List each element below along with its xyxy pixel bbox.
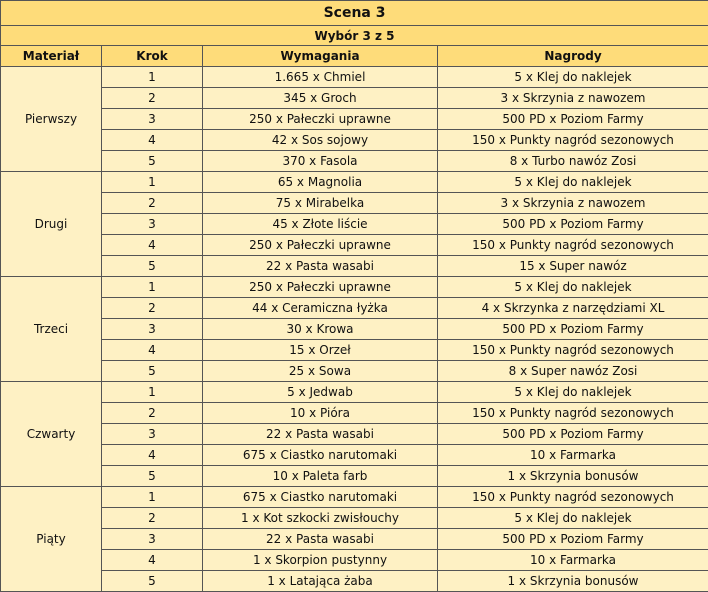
reward-cell: 5 x Klej do naklejek [438, 382, 708, 403]
material-cell: Piąty [1, 487, 102, 592]
material-cell: Czwarty [1, 382, 102, 487]
header-requirements: Wymagania [203, 46, 438, 67]
table-row [1, 550, 708, 571]
step-cell: 1 [102, 172, 203, 193]
reward-cell: 5 x Klej do naklejek [438, 67, 708, 88]
requirement-cell: 42 x Sos sojowy [203, 130, 438, 151]
table-row [1, 487, 708, 508]
table-row [1, 571, 708, 592]
reward-cell: 8 x Super nawóz Zosi [438, 361, 708, 382]
header-material: Materiał [1, 46, 102, 67]
table-body [1, 67, 708, 592]
step-cell: 3 [102, 214, 203, 235]
step-cell: 2 [102, 193, 203, 214]
step-cell: 4 [102, 445, 203, 466]
reward-cell: 150 x Punkty nagród sezonowych [438, 487, 708, 508]
requirement-cell: 345 x Groch [203, 88, 438, 109]
table-row [1, 109, 708, 130]
reward-cell: 3 x Skrzynia z nawozem [438, 193, 708, 214]
requirement-cell: 370 x Fasola [203, 151, 438, 172]
requirement-cell: 25 x Sowa [203, 361, 438, 382]
step-cell: 1 [102, 382, 203, 403]
step-cell: 1 [102, 67, 203, 88]
table-row [1, 151, 708, 172]
table-row [1, 508, 708, 529]
requirement-cell: 250 x Pałeczki uprawne [203, 109, 438, 130]
table-row [1, 340, 708, 361]
table-row [1, 214, 708, 235]
table-row [1, 424, 708, 445]
step-cell: 5 [102, 151, 203, 172]
reward-cell: 5 x Klej do naklejek [438, 508, 708, 529]
requirement-cell: 65 x Magnolia [203, 172, 438, 193]
reward-cell: 3 x Skrzynia z nawozem [438, 88, 708, 109]
subtitle-row [1, 26, 708, 46]
table-subtitle: Wybór 3 z 5 [1, 26, 708, 46]
step-cell: 4 [102, 235, 203, 256]
step-cell: 2 [102, 298, 203, 319]
table-row [1, 403, 708, 424]
requirement-cell: 22 x Pasta wasabi [203, 529, 438, 550]
step-cell: 1 [102, 277, 203, 298]
reward-cell: 150 x Punkty nagród sezonowych [438, 235, 708, 256]
requirement-cell: 22 x Pasta wasabi [203, 424, 438, 445]
reward-cell: 500 PD x Poziom Farmy [438, 214, 708, 235]
reward-cell: 10 x Farmarka [438, 445, 708, 466]
requirement-cell: 22 x Pasta wasabi [203, 256, 438, 277]
reward-cell: 500 PD x Poziom Farmy [438, 109, 708, 130]
material-cell: Trzeci [1, 277, 102, 382]
requirement-cell: 15 x Orzeł [203, 340, 438, 361]
table-row [1, 319, 708, 340]
step-cell: 5 [102, 361, 203, 382]
step-cell: 2 [102, 88, 203, 109]
requirement-cell: 5 x Jedwab [203, 382, 438, 403]
step-cell: 3 [102, 424, 203, 445]
table-row [1, 298, 708, 319]
requirement-cell: 1.665 x Chmiel [203, 67, 438, 88]
table-row [1, 172, 708, 193]
requirement-cell: 75 x Mirabelka [203, 193, 438, 214]
step-cell: 3 [102, 109, 203, 130]
step-cell: 3 [102, 319, 203, 340]
table-row [1, 445, 708, 466]
table-row [1, 466, 708, 487]
requirement-cell: 10 x Pióra [203, 403, 438, 424]
table-row [1, 193, 708, 214]
step-cell: 4 [102, 130, 203, 151]
step-cell: 1 [102, 487, 203, 508]
table-row [1, 67, 708, 88]
reward-cell: 15 x Super nawóz [438, 256, 708, 277]
requirement-cell: 44 x Ceramiczna łyżka [203, 298, 438, 319]
requirement-cell: 675 x Ciastko narutomaki [203, 445, 438, 466]
column-header-row [1, 46, 708, 67]
table-row [1, 382, 708, 403]
table-row [1, 529, 708, 550]
reward-cell: 5 x Klej do naklejek [438, 172, 708, 193]
requirement-cell: 1 x Skorpion pustynny [203, 550, 438, 571]
reward-cell: 500 PD x Poziom Farmy [438, 529, 708, 550]
reward-cell: 4 x Skrzynka z narzędziami XL [438, 298, 708, 319]
table-row [1, 130, 708, 151]
requirement-cell: 10 x Paleta farb [203, 466, 438, 487]
material-cell: Drugi [1, 172, 102, 277]
step-cell: 4 [102, 340, 203, 361]
step-cell: 3 [102, 529, 203, 550]
table-row [1, 88, 708, 109]
reward-cell: 150 x Punkty nagród sezonowych [438, 340, 708, 361]
requirement-cell: 1 x Latająca żaba [203, 571, 438, 592]
reward-cell: 500 PD x Poziom Farmy [438, 319, 708, 340]
header-rewards: Nagrody [438, 46, 708, 67]
table-row [1, 361, 708, 382]
reward-cell: 8 x Turbo nawóz Zosi [438, 151, 708, 172]
table-title: Scena 3 [1, 1, 708, 26]
table-row [1, 277, 708, 298]
step-cell: 4 [102, 550, 203, 571]
step-cell: 5 [102, 466, 203, 487]
requirement-cell: 250 x Pałeczki uprawne [203, 235, 438, 256]
step-cell: 2 [102, 508, 203, 529]
table-row [1, 235, 708, 256]
requirement-cell: 675 x Ciastko narutomaki [203, 487, 438, 508]
reward-cell: 5 x Klej do naklejek [438, 277, 708, 298]
material-cell: Pierwszy [1, 67, 102, 172]
table-row [1, 256, 708, 277]
header-step: Krok [102, 46, 203, 67]
requirement-cell: 45 x Złote liście [203, 214, 438, 235]
step-cell: 5 [102, 571, 203, 592]
reward-cell: 1 x Skrzynia bonusów [438, 571, 708, 592]
step-cell: 2 [102, 403, 203, 424]
reward-cell: 500 PD x Poziom Farmy [438, 424, 708, 445]
reward-cell: 10 x Farmarka [438, 550, 708, 571]
requirement-cell: 250 x Pałeczki uprawne [203, 277, 438, 298]
reward-cell: 150 x Punkty nagród sezonowych [438, 403, 708, 424]
requirement-cell: 1 x Kot szkocki zwisłouchy [203, 508, 438, 529]
requirement-cell: 30 x Krowa [203, 319, 438, 340]
step-cell: 5 [102, 256, 203, 277]
title-row [1, 1, 708, 26]
reward-cell: 1 x Skrzynia bonusów [438, 466, 708, 487]
reward-cell: 150 x Punkty nagród sezonowych [438, 130, 708, 151]
